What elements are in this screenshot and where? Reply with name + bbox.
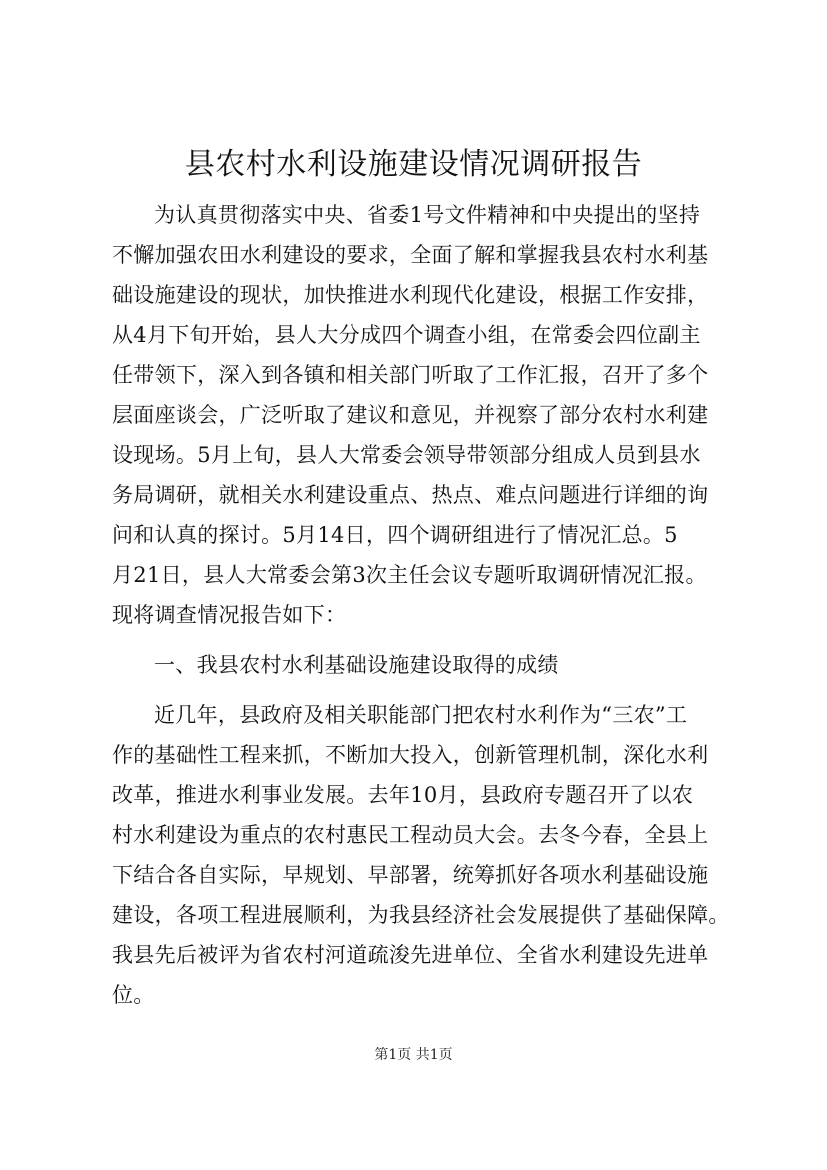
paragraph-1-line-10: 月21日，县人大常委会第3次主任会议专题听取调研情况汇报。 [112, 563, 707, 587]
paragraph-2-line-2: 作的基础性工程来抓，不断加大投入，创新管理机制，深化水利 [112, 743, 709, 767]
paragraph-2-line-6: 建设，各项工程进展顺利，为我县经济社会发展提供了基础保障。 [112, 903, 730, 927]
paragraph-1-line-1: 为认真贯彻落实中央、省委1号文件精神和中央提出的坚持 [154, 203, 701, 227]
paragraph-1-line-11: 现将调查情况报告如下： [112, 603, 347, 627]
paragraph-1-line-8: 务局调研，就相关水利建设重点、热点、难点问题进行详细的询 [112, 483, 709, 507]
paragraph-1-line-6: 层面座谈会，广泛听取了建议和意见，并视察了部分农村水利建 [112, 403, 709, 427]
document-title: 县农村水利设施建设情况调研报告 [184, 147, 643, 182]
paragraph-1-line-2: 不懈加强农田水利建设的要求，全面了解和掌握我县农村水利基 [112, 243, 709, 267]
paragraph-2-line-4: 村水利建设为重点的农村惠民工程动员大会。去冬今春，全县上 [112, 823, 709, 847]
paragraph-1-line-9: 问和认真的探讨。5月14日，四个调研组进行了情况汇总。5 [112, 523, 678, 547]
paragraph-2-line-8: 位。 [112, 983, 155, 1007]
paragraph-1-line-7: 设现场。5月上旬，县人大常委会领导带领部分组成人员到县水 [112, 443, 701, 467]
paragraph-2-line-1: 近几年，县政府及相关职能部门把农村水利作为“三农”工 [154, 703, 688, 727]
paragraph-2-line-5: 下结合各自实际，早规划、早部署，统筹抓好各项水利基础设施 [112, 863, 709, 887]
paragraph-1-line-3: 础设施建设的现状，加快推进水利现代化建设，根据工作安排， [112, 283, 709, 307]
paragraph-1-line-5: 任带领下，深入到各镇和相关部门听取了工作汇报，召开了多个 [112, 363, 709, 387]
paragraph-2-line-7: 我县先后被评为省农村河道疏浚先进单位、全省水利建设先进单 [112, 943, 709, 967]
page-footer: 第1页 共1页 [374, 1047, 453, 1063]
paragraph-1-line-4: 从4月下旬开始，县人大分成四个调查小组，在常委会四位副主 [112, 323, 701, 347]
section-heading-1: 一、我县农村水利基础设施建设取得的成绩 [154, 653, 559, 677]
paragraph-2-line-3: 改革，推进水利事业发展。去年10月，县政府专题召开了以农 [112, 783, 694, 807]
